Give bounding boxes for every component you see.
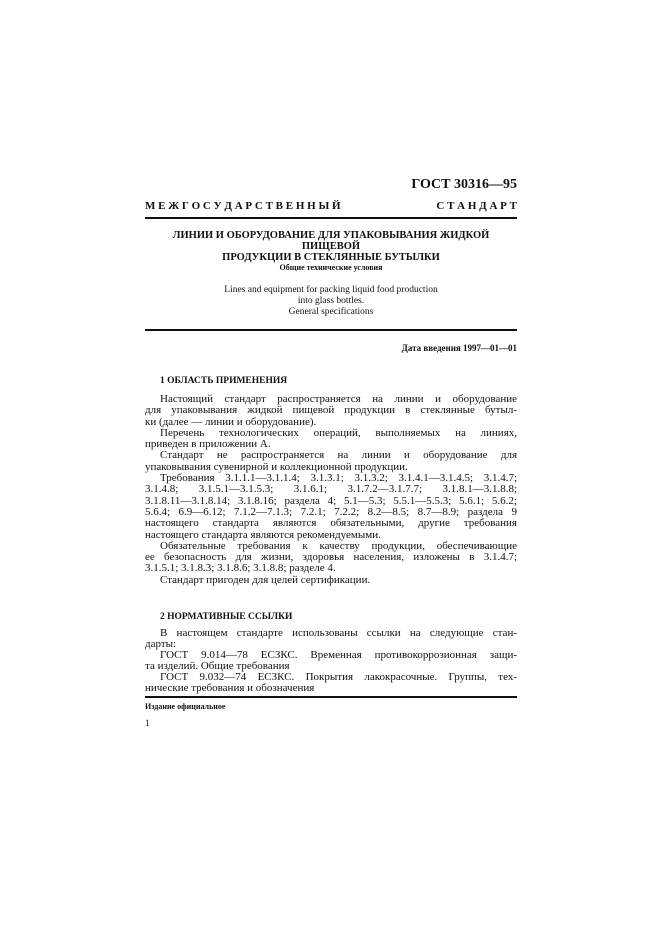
text-line: 5.6.4; 6.9—6.12; 7.1.2—7.1.3; 7.2.1; 7.2.2; 8.2—8.5; 8.7—8.9; раздела 9	[145, 505, 517, 518]
effective-date: Дата введения 1997—01—01	[401, 343, 517, 353]
text-line: Стандарт пригоден для целей сертификации.	[160, 573, 371, 586]
text-line: 3.1.8.11—3.1.8.14; 3.1.8.16; раздела 4; 5.1—5.3; 5.5.1—5.5.3; 5.6.1; 5.6.2;	[145, 494, 517, 507]
divider	[145, 329, 517, 331]
page-number: 1	[145, 718, 150, 728]
text-line: Перечень технологических операций, выполняемых на линиях,	[160, 426, 517, 439]
edition-label: Издание официальное	[145, 702, 226, 711]
english-line: into glass bottles.	[297, 296, 365, 306]
text-line: ГОСТ 9.014—78 ЕСЗКС. Временная противокоррозионная защи-	[160, 649, 517, 661]
text-line: нические требования и обозначения	[145, 682, 315, 694]
english-line: Lines and equipment for packing liquid food production	[224, 285, 438, 295]
title-line: ЛИНИИ И ОБОРУДОВАНИЕ ДЛЯ УПАКОВЫВАНИЯ ЖИДКОЙ ПИЩЕВОЙ	[172, 230, 490, 252]
standard-category	[145, 200, 517, 212]
section-body	[145, 394, 517, 586]
document-number: ГОСТ 30316—95	[411, 177, 517, 192]
document-title	[145, 230, 517, 263]
document-subtitle: Общие технические условия	[279, 263, 383, 272]
english-line: General specifications	[288, 307, 374, 317]
text-line: Стандарт не распространяется на линии и оборудование для	[160, 449, 517, 462]
title-line: ПРОДУКЦИИ В СТЕКЛЯННЫЕ БУТЫЛКИ	[222, 252, 440, 263]
text-line: упаковывания сувенирной и коллекционной продукции.	[145, 460, 408, 473]
text-line: приведен в приложении А.	[145, 438, 271, 451]
section-body	[145, 628, 517, 694]
section-heading: 2 НОРМАТИВНЫЕ ССЫЛКИ	[160, 612, 293, 622]
text-line: Настоящий стандарт распространяется на линии и оборудование	[160, 393, 517, 405]
text-line: настоящего стандарта являются рекомендуемыми.	[145, 528, 381, 541]
text-line: Требования 3.1.1.1—3.1.1.4; 3.1.3.1; 3.1.3.2; 3.1.4.1—3.1.4.5; 3.1.4.7;	[160, 472, 517, 485]
text-line: ее безопасность для жизни, здоровья населения, изложены в 3.1.4.7;	[145, 551, 517, 564]
divider	[145, 217, 517, 219]
text-line: та изделий. Общие требования	[145, 660, 290, 672]
text-line: 3.1.5.1; 3.1.8.3; 3.1.8.6; 3.1.8.8; разделе 4.	[145, 562, 336, 575]
section-heading: 1 ОБЛАСТЬ ПРИМЕНЕНИЯ	[160, 376, 288, 386]
divider	[145, 696, 517, 698]
text-line: В настоящем стандарте использованы ссылки на следующие стан-	[160, 627, 517, 639]
text-line: дарты:	[145, 638, 177, 650]
category-word: М Е Ж Г О С У Д А Р С Т В Е Н Н Ы Й	[145, 200, 341, 212]
text-line: Обязательные требования к качеству продукции, обеспечивающие	[160, 539, 517, 552]
text-line: настоящего стандарта являются обязательными, другие требования	[145, 517, 517, 530]
text-line: ГОСТ 9.032—74 ЕСЗКС. Покрытия лакокрасочные. Группы, тех-	[160, 671, 517, 683]
category-word: С Т А Н Д А Р Т	[436, 200, 517, 212]
text-line: 3.1.4.8; 3.1.5.1—3.1.5.3; 3.1.6.1; 3.1.7.2—3.1.7.7; 3.1.8.1—3.1.8.8;	[145, 483, 517, 496]
english-title	[145, 285, 517, 318]
text-line: для упаковывания жидкой пищевой продукции в стеклянные бутыл-	[145, 404, 517, 417]
text-line: ки (далее — линии и оборудование).	[145, 415, 317, 428]
